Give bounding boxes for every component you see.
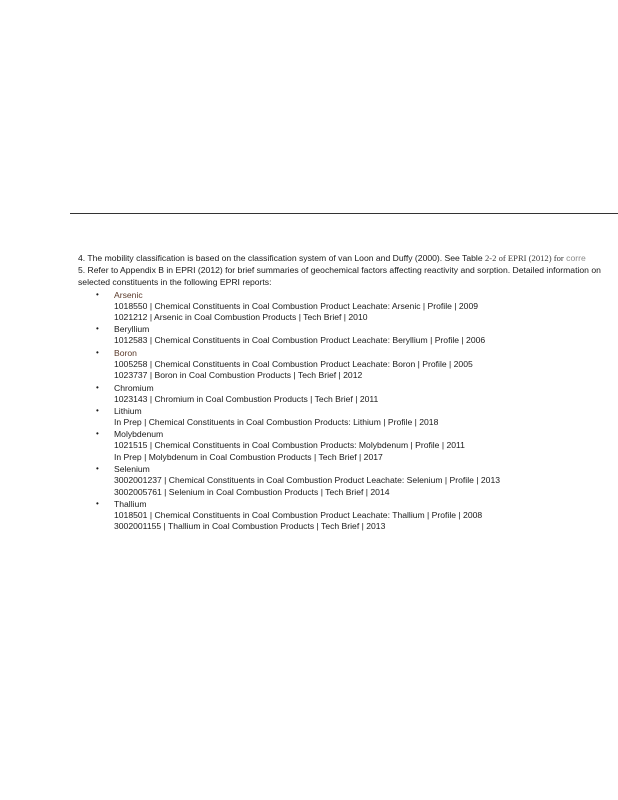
footnote-4-table-ref: 2-2 of EPRI (2012) for [485, 253, 564, 263]
report-entry: 1023737 | Boron in Coal Combustion Products | Tech Brief | 2012 [114, 370, 363, 381]
report-entry: 1018550 | Chemical Constituents in Coal Combustion Product Leachate: Arsenic | Profile | 2009 [114, 300, 479, 311]
report-entry: 3002001237 | Chemical Constituents in Coal Combustion Product Leachate: Selenium | Profile | 2013 [114, 475, 501, 486]
constituent-item [96, 498, 618, 533]
footnote-5 [78, 264, 618, 288]
footnote-separator-rule [70, 213, 618, 214]
bullet-icon: • [96, 429, 99, 439]
constituent-name: Arsenic [114, 289, 143, 300]
report-entry: 3002001155 | Thallium in Coal Combustion Products | Tech Brief | 2013 [114, 521, 386, 532]
constituent-item [96, 463, 618, 498]
report-entry: In Prep | Molybdenum in Coal Combustion Products | Tech Brief | 2017 [114, 451, 383, 462]
report-entry: 1012583 | Chemical Constituents in Coal Combustion Product Leachate: Beryllium | Profile | 2006 [114, 335, 486, 346]
constituent-item [96, 323, 618, 346]
bullet-icon: • [96, 347, 99, 357]
footnote-4 [78, 252, 618, 264]
bullet-icon: • [96, 324, 99, 334]
constituent-name: Molybdenum [114, 429, 164, 440]
footnotes-block [78, 252, 618, 533]
report-entry: 1005258 | Chemical Constituents in Coal Combustion Product Leachate: Boron | Profile | 2005 [114, 358, 473, 369]
constituent-item [96, 428, 618, 463]
report-entry: 1021515 | Chemical Constituents in Coal Combustion Products: Molybdenum | Profile | 2011 [114, 440, 465, 451]
bullet-icon: • [96, 406, 99, 416]
constituent-name: Lithium [114, 406, 142, 417]
constituent-report-list [78, 289, 618, 533]
constituent-item [96, 405, 618, 428]
bullet-icon: • [96, 499, 99, 509]
bullet-icon: • [96, 289, 99, 299]
constituent-item [96, 382, 618, 405]
constituent-name: Selenium [114, 464, 150, 475]
bullet-icon: • [96, 464, 99, 474]
footnote-5-line2: selected constituents in the following EPRI reports: [78, 277, 272, 288]
constituent-name: Beryllium [114, 324, 150, 335]
footnote-4-cut-text: corre [566, 253, 586, 263]
constituent-item [96, 347, 618, 382]
footnote-5-line1: 5. Refer to Appendix B in EPRI (2012) for brief summaries of geochemical factors affecting reactivity and sorption. Detailed information on [78, 265, 601, 276]
constituent-item [96, 289, 618, 324]
footnote-4-text: 4. The mobility classification is based on the classification system of van Loon and Duffy (2000). See Table [78, 253, 483, 263]
bullet-icon: • [96, 382, 99, 392]
report-entry: 1018501 | Chemical Constituents in Coal Combustion Product Leachate: Thallium | Profile | 2008 [114, 510, 483, 521]
constituent-name: Thallium [114, 499, 147, 510]
report-entry: 1021212 | Arsenic in Coal Combustion Products | Tech Brief | 2010 [114, 312, 368, 323]
report-entry: 3002005761 | Selenium in Coal Combustion Products | Tech Brief | 2014 [114, 486, 390, 497]
constituent-name: Chromium [114, 382, 154, 393]
report-entry: In Prep | Chemical Constituents in Coal Combustion Products: Lithium | Profile | 2018 [114, 417, 439, 428]
constituent-name: Boron [114, 347, 137, 358]
report-entry: 1023143 | Chromium in Coal Combustion Products | Tech Brief | 2011 [114, 393, 379, 404]
